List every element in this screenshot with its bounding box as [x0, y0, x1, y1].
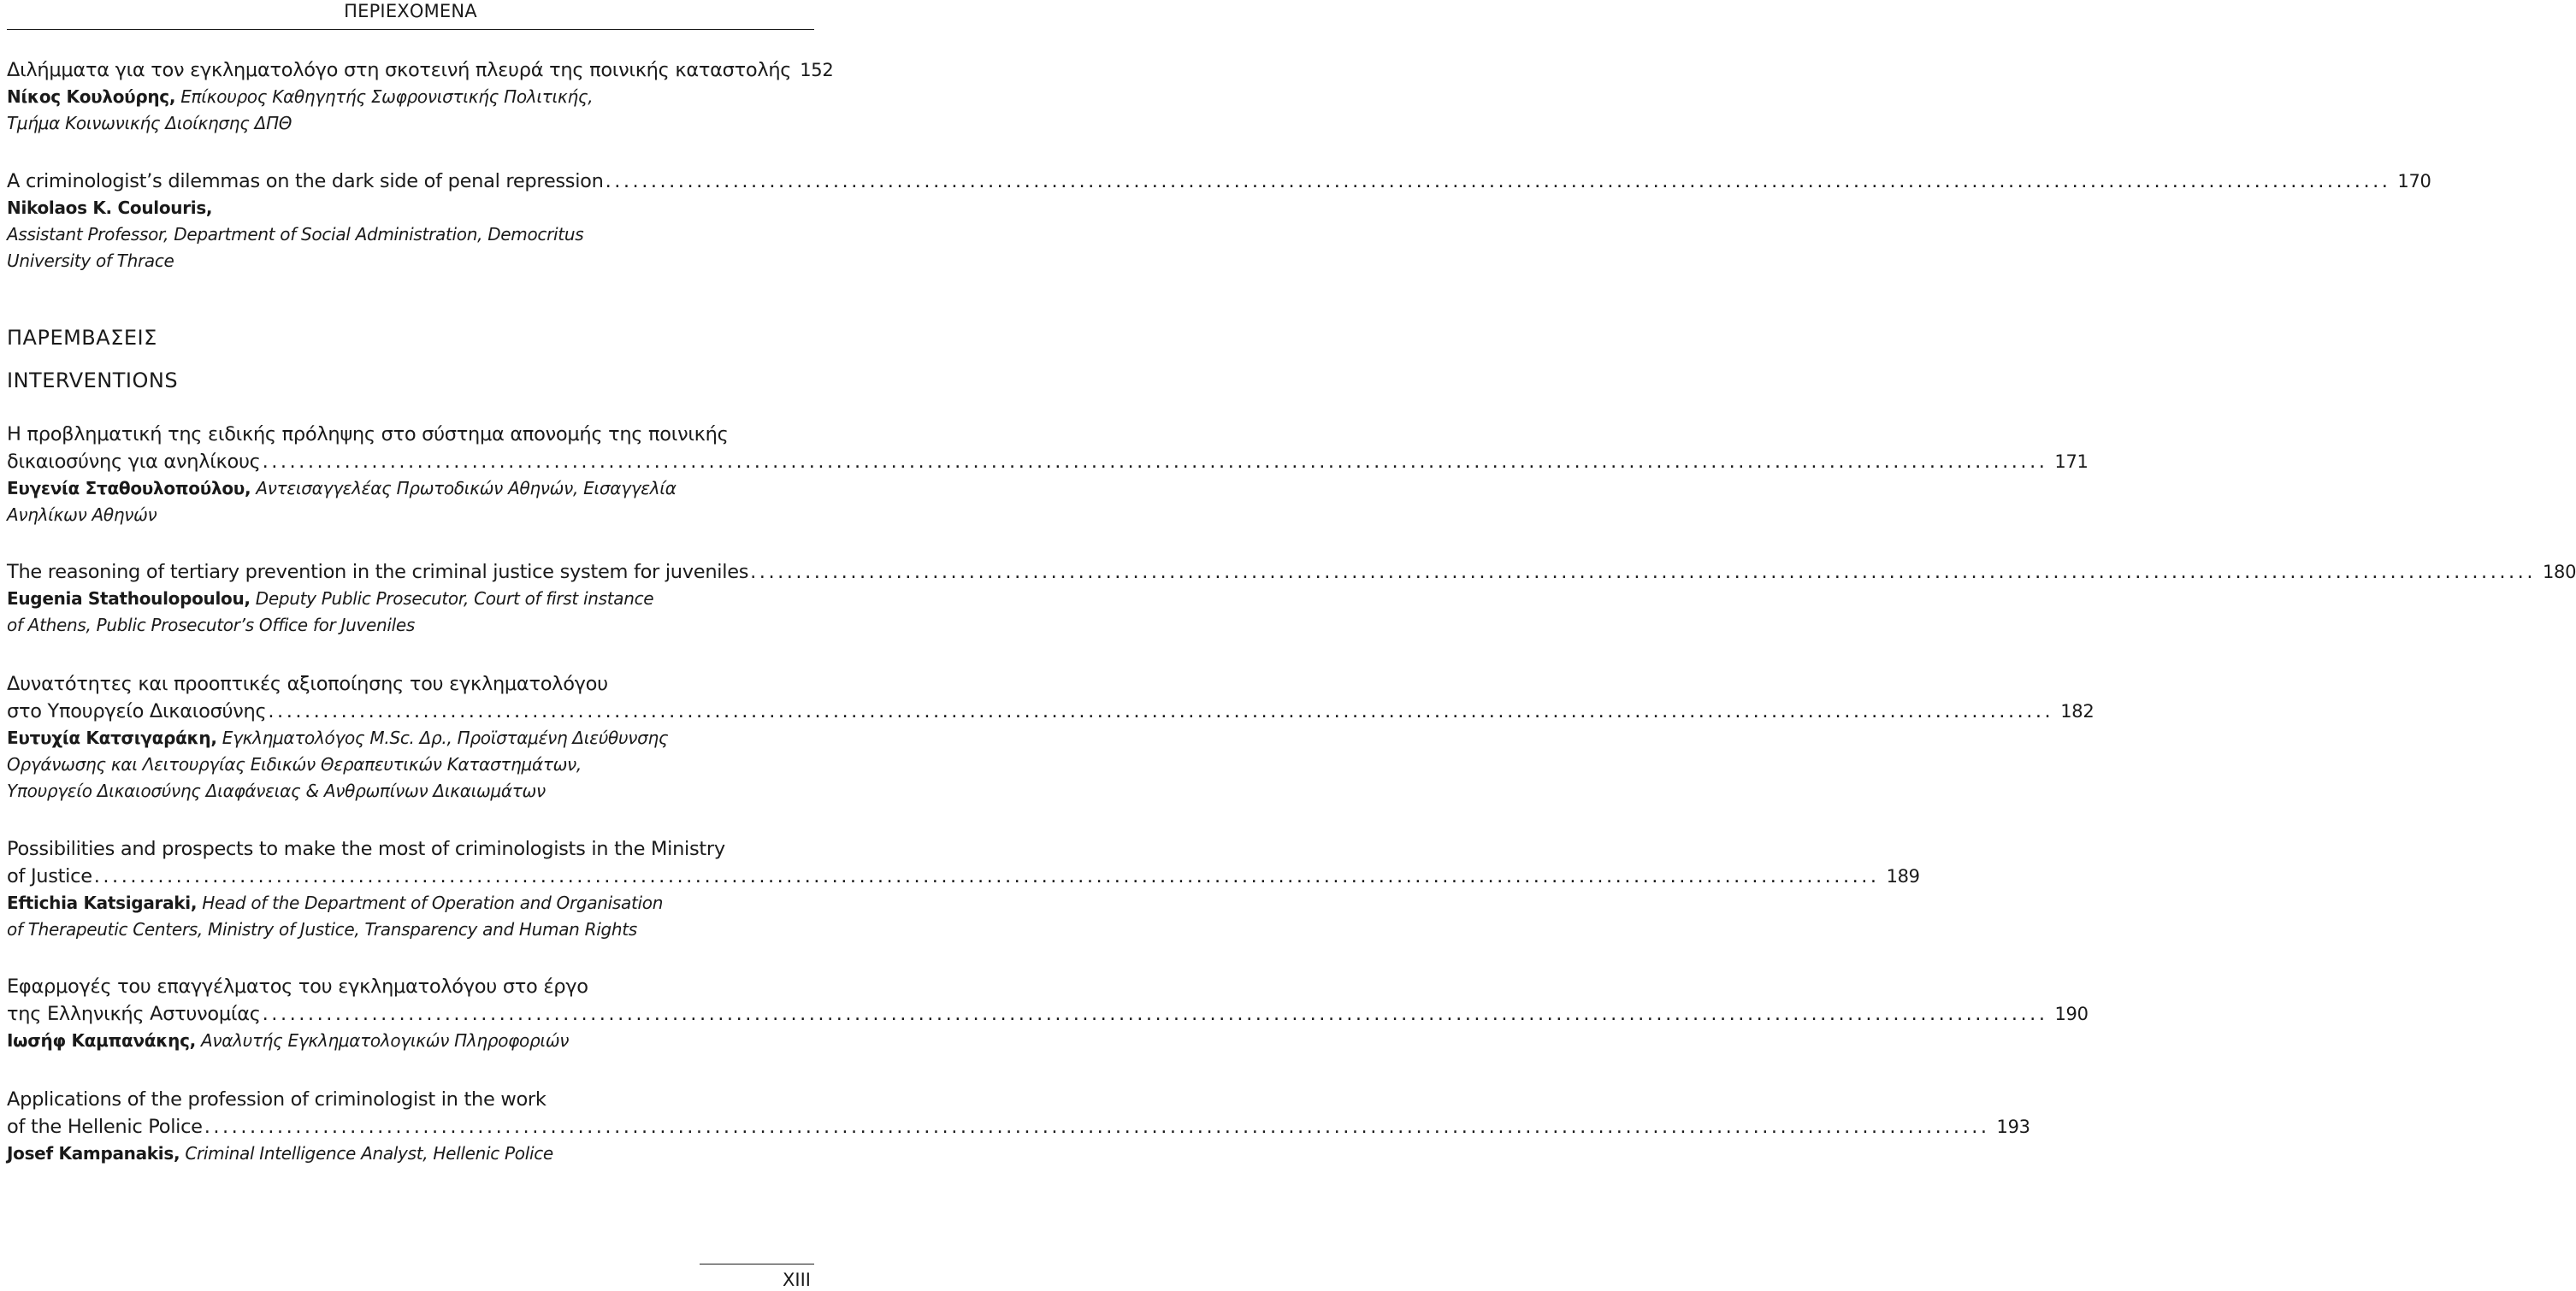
section-heading — [7, 366, 807, 395]
toc-entry — [7, 835, 1920, 943]
toc-entry-author-line — [7, 84, 807, 110]
toc-page-number: 193 — [1996, 1117, 2030, 1137]
author-name: Nikolaos K. Coulouris, — [7, 197, 213, 218]
author-affiliation-line: Τμήμα Κοινωνικής Διοίκησης ΔΠΘ — [7, 113, 292, 133]
dot-leader — [204, 1113, 1990, 1141]
author-affiliation: Αντεισαγγελέας Πρωτοδικών Αθηνών, Εισαγγελία — [256, 478, 676, 498]
author-affiliation-line: Υπουργείο Δικαιοσύνης Διαφάνειας & Ανθρωπίνων Δικαιωμάτων — [7, 781, 546, 801]
toc-page-number: 190 — [2054, 1004, 2089, 1024]
toc-entry-title-line — [7, 448, 2089, 475]
dot-leader — [263, 1000, 2048, 1028]
section-title-english: INTERVENTIONS — [7, 368, 179, 392]
toc-entry-title-line — [7, 558, 2576, 586]
toc-entry-title: A criminologist’s dilemmas on the dark side of penal repression — [7, 170, 604, 192]
toc-entry-title-line — [7, 1000, 2089, 1028]
author-affiliation: Head of the Department of Operation and Organisation — [202, 893, 664, 913]
section-title-greek: ΠΑΡΕΜΒΑΣΕΙΣ — [7, 326, 157, 350]
page-title: ΠΕΡΙΕΧΟΜΕΝΑ — [344, 1, 477, 21]
toc-entry-title: Εφαρμογές του επαγγέλματος του εγκληματολόγου στο έργο — [7, 976, 588, 998]
toc-entry-title: of the Hellenic Police — [7, 1116, 203, 1138]
toc-entry-title: Η προβληματική της ειδικής πρόληψης στο σύστημα απονομής της ποινικής — [7, 423, 729, 445]
toc-entry-title: of Justice — [7, 865, 92, 887]
toc-entry — [7, 421, 2089, 528]
toc-entry-author-line — [7, 725, 807, 752]
toc-entry-title-line — [7, 168, 2431, 195]
dot-leader — [263, 448, 2048, 475]
author-affiliation: Criminal Intelligence Analyst, Hellenic Police — [185, 1143, 553, 1164]
dot-leader — [94, 863, 1880, 890]
toc-entry-title: Δυνατότητες και προοπτικές αξιοποίησης του εγκληματολόγου — [7, 673, 608, 695]
author-affiliation-line: Οργάνωσης και Λειτουργίας Ειδικών Θεραπευτικών Καταστημάτων, — [7, 754, 582, 775]
toc-entry-title: Possibilities and prospects to make the most of criminologists in the Ministry — [7, 838, 725, 860]
toc-entry-title-line — [7, 1113, 2030, 1141]
toc-entry-title-line — [7, 56, 834, 84]
toc-entry — [7, 168, 2431, 274]
toc-entry-title: Applications of the profession of criminologist in the work — [7, 1088, 547, 1111]
toc-entry-title: της Ελληνικής Αστυνομίας — [7, 1003, 261, 1025]
toc-entry-author-line — [7, 195, 807, 221]
page-number: XIII — [783, 1270, 811, 1290]
toc-entry-title: στο Υπουργείο Δικαιοσύνης — [7, 700, 267, 722]
author-name: Eftichia Katsigaraki, — [7, 893, 198, 913]
author-affiliation: Επίκουρος Καθηγητής Σωφρονιστικής Πολιτικής, — [180, 86, 594, 107]
toc-entry-title: Διλήμματα για τον εγκληματολόγο στη σκοτεινή πλευρά της ποινικής καταστολής — [7, 59, 792, 81]
toc-entry-title-line — [7, 863, 1920, 890]
toc-page-number: 152 — [800, 60, 834, 80]
author-name: Eugenia Stathoulopoulou, — [7, 588, 251, 609]
section-heading — [7, 323, 807, 352]
dot-leader — [268, 698, 2053, 725]
toc-page-number: 182 — [2060, 701, 2094, 722]
author-name: Νίκος Κουλούρης, — [7, 86, 176, 107]
toc-entry — [7, 558, 2576, 639]
toc-entry-author-line — [7, 475, 807, 502]
author-affiliation-line: Assistant Professor, Department of Social Administration, Democritus — [7, 224, 584, 245]
toc-entry-author-line — [7, 890, 807, 917]
author-name: Ευτυχία Κατσιγαράκη, — [7, 728, 217, 748]
dot-leader — [606, 168, 2391, 195]
dot-leader — [750, 558, 2536, 586]
toc-entry-author-line — [7, 1028, 807, 1054]
author-name: Ιωσήφ Καμπανάκης, — [7, 1030, 196, 1051]
toc-entry — [7, 973, 2089, 1054]
header-divider — [7, 29, 814, 30]
toc-page-number: 171 — [2054, 451, 2089, 472]
toc-entry-author-line — [7, 586, 807, 612]
author-affiliation-line: of Therapeutic Centers, Ministry of Justice, Transparency and Human Rights — [7, 919, 637, 940]
toc-entry — [7, 1086, 2030, 1167]
toc-page-number: 180 — [2542, 562, 2576, 582]
author-affiliation-line: University of Thrace — [7, 251, 174, 271]
author-name: Josef Kampanakis, — [7, 1143, 180, 1164]
author-affiliation: Εγκληματολόγος M.Sc. Δρ., Προϊσταμένη Διεύθυνσης — [222, 728, 669, 748]
toc-entry — [7, 670, 2094, 805]
author-affiliation-line: Ανηλίκων Αθηνών — [7, 504, 157, 525]
author-affiliation: Deputy Public Prosecutor, Court of first instance — [255, 588, 654, 609]
toc-page-number: 170 — [2397, 171, 2431, 192]
toc-entry — [7, 56, 834, 137]
toc-entry-title: δικαιοσύνης για ανηλίκους — [7, 451, 261, 473]
toc-entry-title-line — [7, 698, 2094, 725]
toc-entry-title: The reasoning of tertiary prevention in the criminal justice system for juveniles — [7, 561, 749, 583]
author-name: Ευγενία Σταθουλοπούλου, — [7, 478, 251, 498]
toc-page-number: 189 — [1886, 866, 1920, 887]
page-header — [0, 0, 821, 29]
toc-entry-author-line — [7, 1141, 807, 1167]
author-affiliation: Αναλυτής Εγκληματολογικών Πληροφοριών — [201, 1030, 570, 1051]
author-affiliation-line: of Athens, Public Prosecutor’s Office for Juveniles — [7, 615, 416, 635]
